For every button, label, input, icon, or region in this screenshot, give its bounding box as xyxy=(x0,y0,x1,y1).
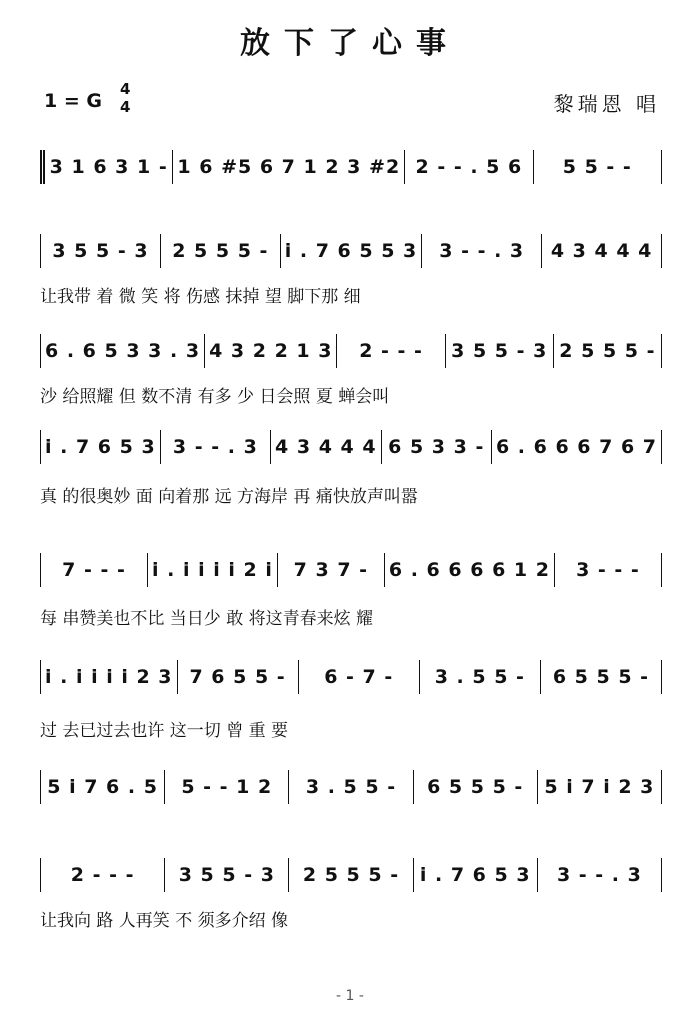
measure: 6 . 6 6 6 7 6 7 xyxy=(492,430,662,464)
page-number: - 1 - xyxy=(336,988,364,1004)
measure: 5 i 7 i 2 3 xyxy=(538,770,662,804)
song-title: 放下了心事 xyxy=(240,26,460,61)
measure: 3 . 5 5 - xyxy=(420,660,541,694)
measure: 4 3 4 4 4 xyxy=(271,430,382,464)
measure: 4 3 2 2 1 3 xyxy=(205,334,337,368)
score-row xyxy=(40,234,662,268)
singer-credit: 黎瑞恩 唱 xyxy=(553,92,660,116)
measure: 2 5 5 5 - xyxy=(289,858,413,892)
measure: 5 5 - - xyxy=(534,150,662,184)
measure: 5 i 7 6 . 5 xyxy=(40,770,165,804)
measure: 2 5 5 5 - xyxy=(161,234,281,268)
measure: 2 - - - xyxy=(40,858,165,892)
measure: 3 1 6 3 1 - xyxy=(40,150,173,184)
measure: 3 - - - xyxy=(555,553,662,587)
key-signature: 1 = G xyxy=(44,90,102,112)
lyrics-line: 沙 给照耀 但 数不清 有多 少 日会照 夏 蝉会叫 xyxy=(40,387,390,406)
measure: i . 7 6 5 3 xyxy=(40,430,161,464)
measure: 3 5 5 - 3 xyxy=(40,234,161,268)
measure: 3 - - . 3 xyxy=(161,430,271,464)
measure: i . 7 6 5 3 xyxy=(414,858,538,892)
measure: 6 . 6 6 6 6 1 2 xyxy=(385,553,555,587)
time-signature xyxy=(120,80,130,116)
lyrics-line: 过 去已过去也许 这一切 曾 重 要 xyxy=(40,721,289,740)
measure: 6 5 5 5 - xyxy=(541,660,662,694)
measure: 3 - - . 3 xyxy=(538,858,662,892)
measure: 7 6 5 5 - xyxy=(178,660,299,694)
lyrics-line: 让我向 路 人再笑 不 须多介绍 像 xyxy=(40,911,289,930)
measure: 3 5 5 - 3 xyxy=(446,334,554,368)
score-row xyxy=(40,334,662,368)
measure: 2 - - . 5 6 xyxy=(405,150,533,184)
score-row xyxy=(40,150,662,184)
measure: 3 . 5 5 - xyxy=(289,770,413,804)
measure: 3 5 5 - 3 xyxy=(165,858,289,892)
meter-top: 4 xyxy=(120,80,131,98)
lyrics-line: 让我带 着 微 笑 将 伤感 抹掉 望 脚下那 细 xyxy=(40,287,361,306)
measure: 4 3 4 4 4 xyxy=(542,234,662,268)
measure: 6 5 3 3 - xyxy=(382,430,492,464)
measure: 2 5 5 5 - xyxy=(554,334,662,368)
lyrics-line: 每 串赞美也不比 当日少 敢 将这青春来炫 耀 xyxy=(40,609,374,628)
measure: 6 - 7 - xyxy=(299,660,420,694)
score-row xyxy=(40,858,662,892)
score-row xyxy=(40,430,662,464)
measure: 2 - - - xyxy=(337,334,445,368)
measure: 6 5 5 5 - xyxy=(414,770,538,804)
measure: 7 - - - xyxy=(40,553,148,587)
meter-bottom: 4 xyxy=(120,98,131,116)
lyrics-line: 真 的很奥妙 面 向着那 远 方海岸 再 痛快放声叫嚣 xyxy=(40,487,418,506)
measure: 3 - - . 3 xyxy=(422,234,542,268)
measure: i . 7 6 5 5 3 xyxy=(281,234,423,268)
score-row xyxy=(40,553,662,587)
score-row xyxy=(40,770,662,804)
measure: i . i i i i 2 3 xyxy=(40,660,178,694)
measure: 5 - - 1 2 xyxy=(165,770,289,804)
measure: i . i i i i 2 i xyxy=(148,553,278,587)
score-row xyxy=(40,660,662,694)
measure: 1 6 #5 6 7 1 2 3 #2 xyxy=(173,150,405,184)
measure: 7 3 7 - xyxy=(278,553,385,587)
measure: 6 . 6 5 3 3 . 3 xyxy=(40,334,205,368)
